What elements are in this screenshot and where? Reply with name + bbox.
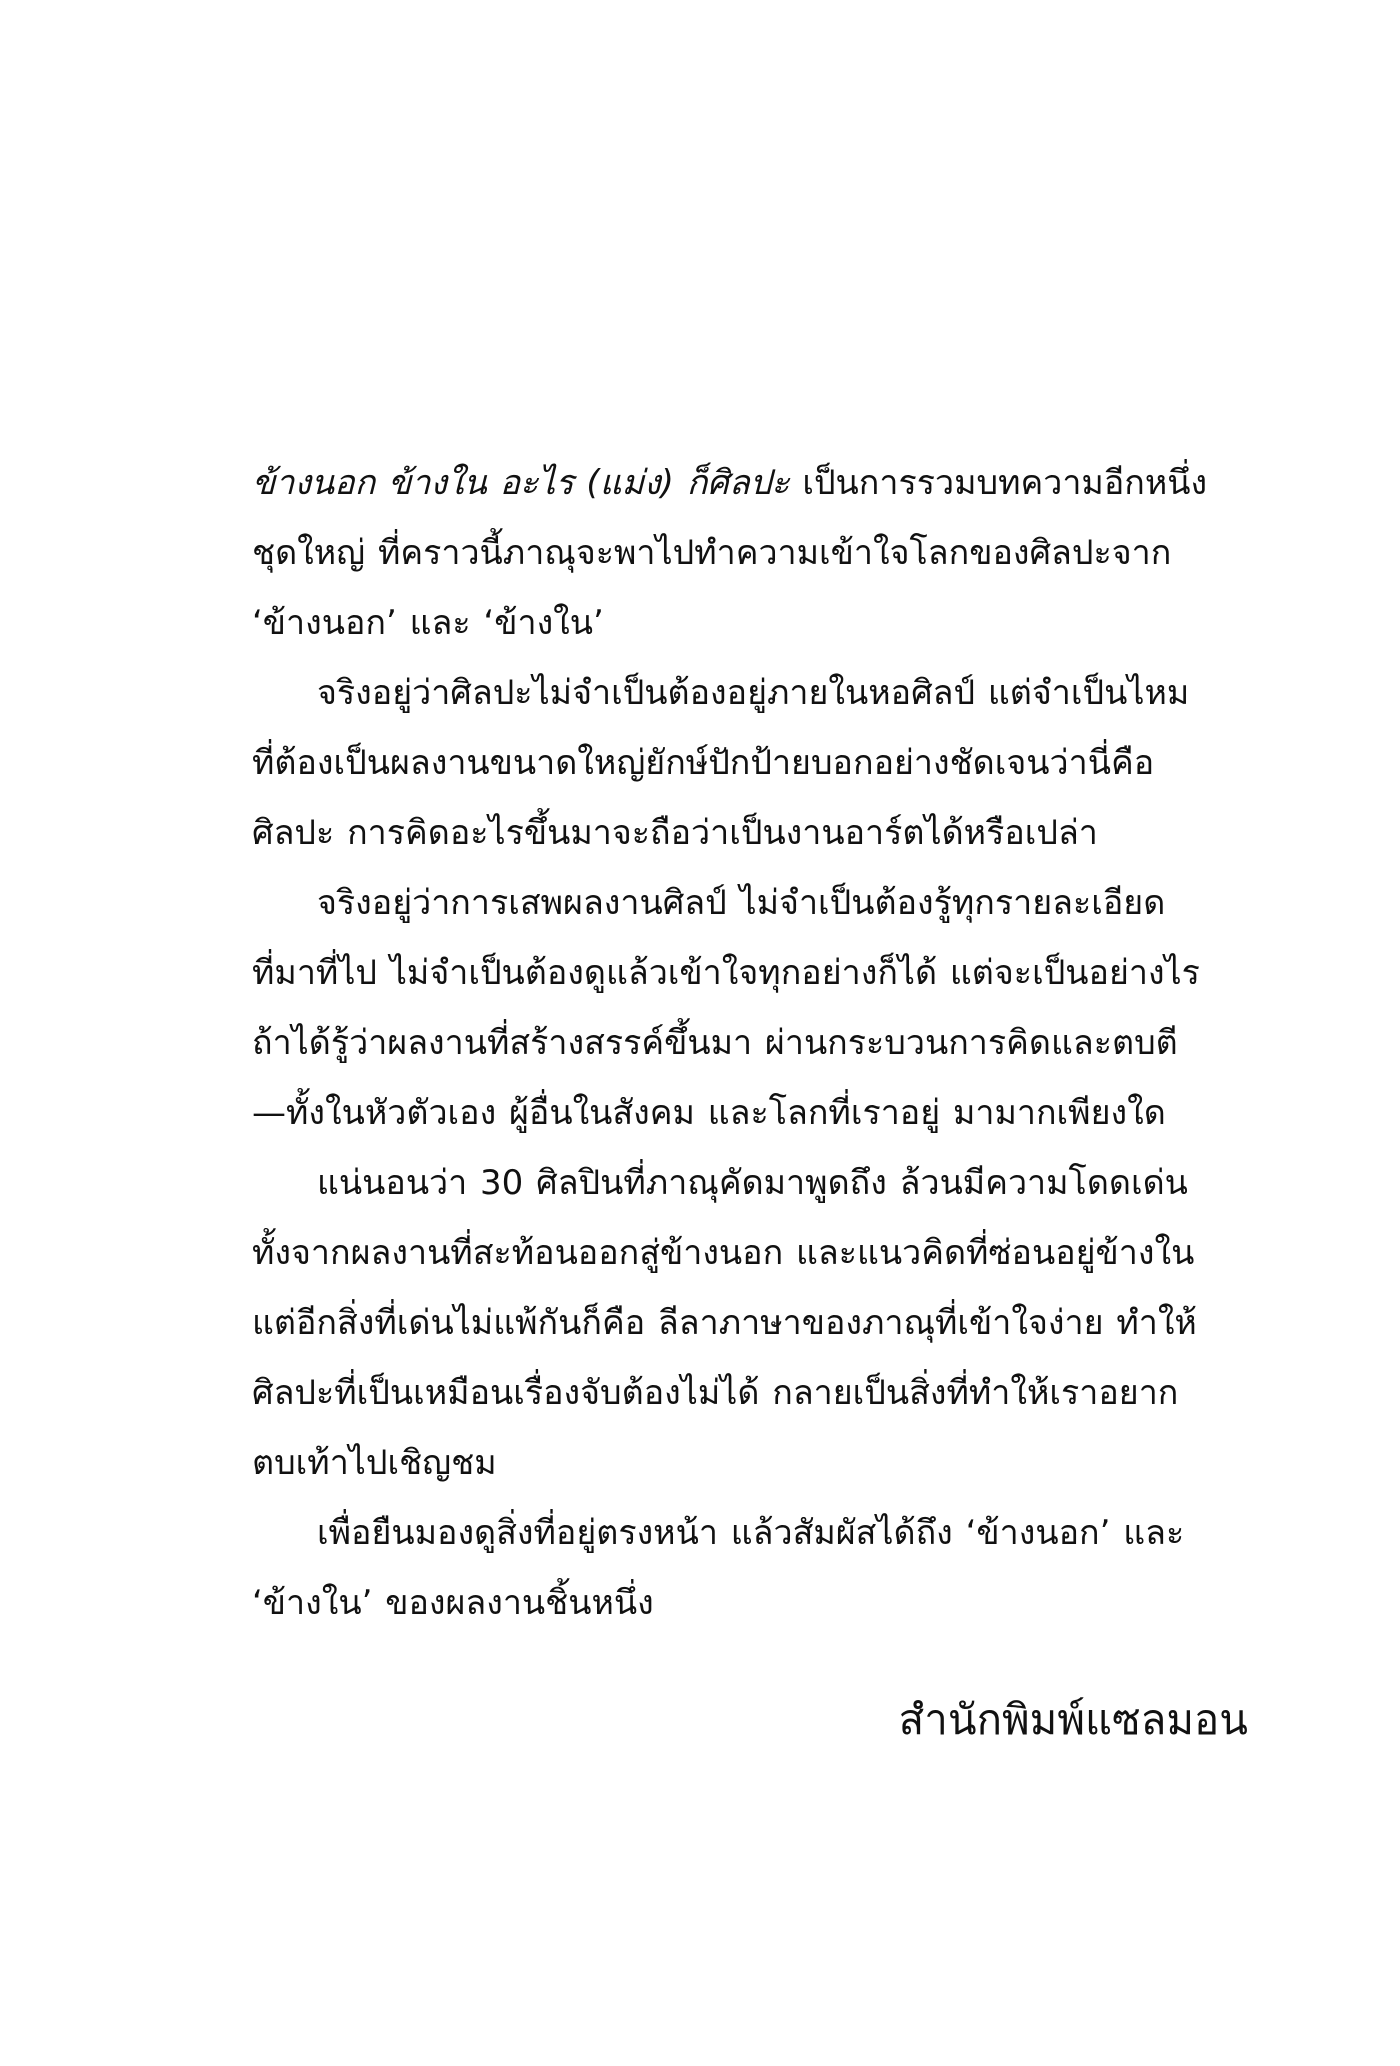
paragraph-4-line-5: ตบเท้าไปเชิญชม (252, 1443, 497, 1483)
paragraph-5-line-2: ‘ข้างใน’ ของผลงานชิ้นหนึ่ง (252, 1583, 654, 1623)
paragraph-2-line-1: จริงอยู่ว่าศิลปะไม่จำเป็นต้องอยู่ภายในหอศิลป์ แต่จำเป็นไหม (317, 673, 1190, 713)
paragraph-2-line-2: ที่ต้องเป็นผลงานขนาดใหญ่ยักษ์ปักป้ายบอกอย่างชัดเจนว่านี่คือ (252, 743, 1155, 783)
body-text (252, 448, 1247, 1638)
paragraph-4-line-1: แน่นอนว่า 30 ศิลปินที่ภาณุคัดมาพูดถึง ล้วนมีความโดดเด่น (317, 1163, 1188, 1203)
paragraph-4-line-3: แต่อีกสิ่งที่เด่นไม่แพ้กันก็คือ ลีลาภาษาของภาณุที่เข้าใจง่าย ทำให้ (252, 1303, 1197, 1343)
paragraph-1-line-1-rest: เป็นการรวมบทความอีกหนึ่ง (789, 463, 1208, 503)
paragraph-1-line-3: ‘ข้างนอก’ และ ‘ข้างใน’ (252, 603, 604, 643)
paragraph-3-line-4: —ทั้งในหัวตัวเอง ผู้อื่นในสังคม และโลกที่เราอยู่ มามากเพียงใด (252, 1093, 1166, 1133)
paragraph-3-line-3: ถ้าได้รู้ว่าผลงานที่สร้างสรรค์ขึ้นมา ผ่านกระบวนการคิดและตบตี (252, 1023, 1178, 1063)
paragraph-3-line-2: ที่มาที่ไป ไม่จำเป็นต้องดูแล้วเข้าใจทุกอย่างก็ได้ แต่จะเป็นอย่างไร (252, 953, 1200, 993)
book-title-italic: ข้างนอก ข้างใน อะไร (แม่ง) ก็ศิลปะ (252, 463, 790, 503)
paragraph-3-line-1: จริงอยู่ว่าการเสพผลงานศิลป์ ไม่จำเป็นต้องรู้ทุกรายละเอียด (317, 883, 1166, 923)
paragraph-2-line-3: ศิลปะ การคิดอะไรขึ้นมาจะถือว่าเป็นงานอาร์ตได้หรือเปล่า (252, 813, 1098, 853)
paragraph-5-line-1: เพื่อยืนมองดูสิ่งที่อยู่ตรงหน้า แล้วสัมผัสได้ถึง ‘ข้างนอก’ และ (317, 1513, 1185, 1553)
paragraph-4-line-4: ศิลปะที่เป็นเหมือนเรื่องจับต้องไม่ได้ กลายเป็นสิ่งที่ทำให้เราอยาก (252, 1373, 1179, 1413)
paragraph-1-line-2: ชุดใหญ่ ที่คราวนี้ภาณุจะพาไปทำความเข้าใจโลกของศิลปะจาก (252, 533, 1172, 573)
publisher-signature: สำนักพิมพ์แซลมอน (898, 1695, 1248, 1744)
paragraph-1-line-1 (252, 448, 1247, 518)
paragraph-4-line-2: ทั้งจากผลงานที่สะท้อนออกสู่ข้างนอก และแนวคิดที่ซ่อนอยู่ข้างใน (252, 1233, 1195, 1273)
